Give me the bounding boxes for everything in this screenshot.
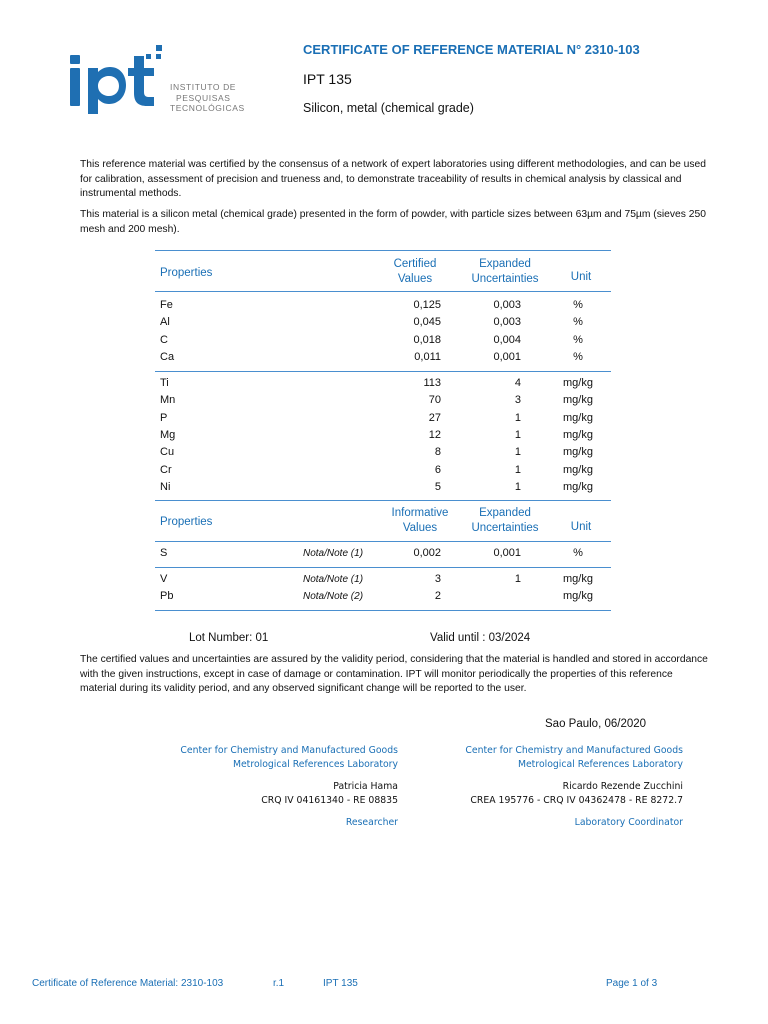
value-cell: 2 xyxy=(434,589,441,602)
unit-cell: mg/kg xyxy=(563,572,593,585)
uncertainty-cell: 0,003 xyxy=(493,299,521,311)
certified-header xyxy=(155,251,611,291)
header-certified-values: Certified Values xyxy=(393,258,437,285)
signatory-name: Ricardo Rezende Zucchini xyxy=(562,781,683,792)
uncertainty-cell: 1 xyxy=(514,480,521,493)
property-cell: Ti xyxy=(160,377,169,390)
value-cell: 0,002 xyxy=(413,547,441,560)
table-row xyxy=(155,463,611,480)
header-properties: Properties xyxy=(160,267,213,279)
signatory-left xyxy=(180,744,398,830)
table-row xyxy=(155,376,611,393)
property-cell: Fe xyxy=(160,299,173,311)
signatory-role: Laboratory Coordinator xyxy=(574,817,683,828)
value-cell: 0,045 xyxy=(413,316,441,329)
table-row xyxy=(155,546,611,563)
logo-text: INSTITUTO DE PESQUISAS TECNOLÓGICAS xyxy=(170,82,245,113)
unit-cell: mg/kg xyxy=(563,463,593,476)
table-row xyxy=(155,350,611,367)
table-row xyxy=(155,315,611,332)
value-cell: 70 xyxy=(428,394,441,407)
property-cell: Pb xyxy=(160,589,174,602)
uncertainty-cell: 4 xyxy=(514,377,521,390)
table-row xyxy=(155,411,611,428)
intro-paragraph-2: This material is a silicon metal (chemical grade) presented in the form of powder, with particle sizes between 63µm and 75µm (sieves 250 mesh and 200 mesh). xyxy=(80,209,706,235)
valid-until: Valid until : 03/2024 xyxy=(430,632,531,644)
unit-cell: mg/kg xyxy=(563,411,593,424)
unit-cell: % xyxy=(573,547,583,560)
table-row xyxy=(155,572,611,589)
unit-cell: % xyxy=(573,316,583,329)
property-cell: Mg xyxy=(160,429,176,442)
table-row xyxy=(155,333,611,350)
note-cell: Nota/Note (1) xyxy=(303,548,364,560)
property-cell: Cu xyxy=(160,446,175,459)
value-cell: 0,011 xyxy=(414,350,441,363)
table-row xyxy=(155,428,611,445)
table-row xyxy=(155,445,611,462)
uncertainty-cell: 0,001 xyxy=(493,350,521,363)
value-cell: 5 xyxy=(434,480,441,493)
property-cell: Mn xyxy=(160,394,176,407)
signatory-lab: Metrological References Laboratory xyxy=(232,759,398,770)
footer-certificate: Certificate of Reference Material: 2310-103 xyxy=(32,978,224,989)
table-row xyxy=(155,298,611,315)
footer-code: IPT 135 xyxy=(323,978,358,989)
header-expanded-unc: Expanded Uncertainties xyxy=(471,258,539,285)
unit-cell: % xyxy=(573,333,583,346)
intro-paragraph-1: This reference material was certified by the consensus of a network of expert laboratories using different methodologies, and can be used for calibration, assessment of precision and trueness and, to demonstrate traceability of results in chemical analysis by classical and instrumental methods. xyxy=(80,159,706,199)
uncertainty-cell: 0,001 xyxy=(493,547,521,560)
signatory-center: Center for Chemistry and Manufactured Goods xyxy=(180,745,398,756)
table-row xyxy=(155,589,611,606)
footer-revision: r.1 xyxy=(273,978,285,989)
properties-table xyxy=(155,250,611,611)
place-date: Sao Paulo, 06/2020 xyxy=(545,718,647,730)
property-cell: Cr xyxy=(160,463,172,476)
property-cell: C xyxy=(160,333,168,346)
signatory-center: Center for Chemistry and Manufactured Goods xyxy=(465,745,683,756)
value-cell: 3 xyxy=(434,572,441,585)
header-expanded-unc-2: Expanded Uncertainties xyxy=(471,507,539,534)
lot-number: Lot Number: 01 xyxy=(189,632,269,644)
signatory-registration: CREA 195776 - CRQ IV 04362478 - RE 8272.7 xyxy=(470,795,683,806)
informative-header xyxy=(155,501,611,541)
validity-paragraph: The certified values and uncertainties are assured by the validity period, considering that the material is handled and stored in accordance with the given instructions, except in case of damage or contamination. IPT will monitor periodically the properties of this reference material during its validity period, and any observed significant change will be reported to the user. xyxy=(80,654,708,694)
value-cell: 0,125 xyxy=(413,299,441,311)
unit-cell: mg/kg xyxy=(563,429,593,442)
value-cell: 113 xyxy=(423,377,441,390)
uncertainty-cell: 0,003 xyxy=(493,316,521,329)
header-unit-2: Unit xyxy=(570,521,592,534)
value-cell: 12 xyxy=(428,429,441,442)
uncertainty-cell: 1 xyxy=(514,411,521,424)
uncertainty-cell: 1 xyxy=(514,572,521,585)
value-cell: 0,018 xyxy=(413,333,441,346)
signatory-right xyxy=(465,744,683,830)
property-cell: P xyxy=(160,411,168,424)
signatory-role: Researcher xyxy=(345,817,398,828)
unit-cell: mg/kg xyxy=(563,394,593,407)
signatory-name: Patricia Hama xyxy=(333,781,398,792)
footer-page: Page 1 of 3 xyxy=(606,978,658,989)
uncertainty-cell: 1 xyxy=(514,429,521,442)
material-code: IPT 135 xyxy=(303,71,352,87)
signatory-lab: Metrological References Laboratory xyxy=(517,759,683,770)
property-cell: V xyxy=(160,572,168,585)
property-cell: S xyxy=(160,547,168,560)
header-properties-2: Properties xyxy=(160,516,213,529)
certificate-title: CERTIFICATE OF REFERENCE MATERIAL N° 2310-103 xyxy=(303,42,640,57)
value-cell: 27 xyxy=(428,411,441,424)
uncertainty-cell: 1 xyxy=(514,463,521,476)
note-cell: Nota/Note (1) xyxy=(303,573,364,585)
header-unit: Unit xyxy=(570,271,592,283)
header-informative-values: Informative Values xyxy=(391,507,449,534)
table-row xyxy=(155,393,611,410)
unit-cell: mg/kg xyxy=(563,480,593,493)
signatory-registration: CRQ IV 04161340 - RE 08835 xyxy=(261,795,398,806)
property-cell: Ni xyxy=(160,480,171,493)
unit-cell: mg/kg xyxy=(563,589,593,602)
property-cell: Al xyxy=(160,316,170,329)
uncertainty-cell: 1 xyxy=(514,446,521,459)
uncertainty-cell: 3 xyxy=(514,394,521,407)
property-cell: Ca xyxy=(160,350,175,363)
unit-cell: % xyxy=(573,299,583,311)
unit-cell: mg/kg xyxy=(563,446,593,459)
uncertainty-cell: 0,004 xyxy=(493,333,521,346)
value-cell: 8 xyxy=(434,446,441,459)
material-subtitle: Silicon, metal (chemical grade) xyxy=(303,101,474,115)
unit-cell: % xyxy=(573,350,583,363)
table-row xyxy=(155,480,611,497)
value-cell: 6 xyxy=(434,463,441,476)
note-cell: Nota/Note (2) xyxy=(303,590,364,602)
unit-cell: mg/kg xyxy=(563,377,593,390)
